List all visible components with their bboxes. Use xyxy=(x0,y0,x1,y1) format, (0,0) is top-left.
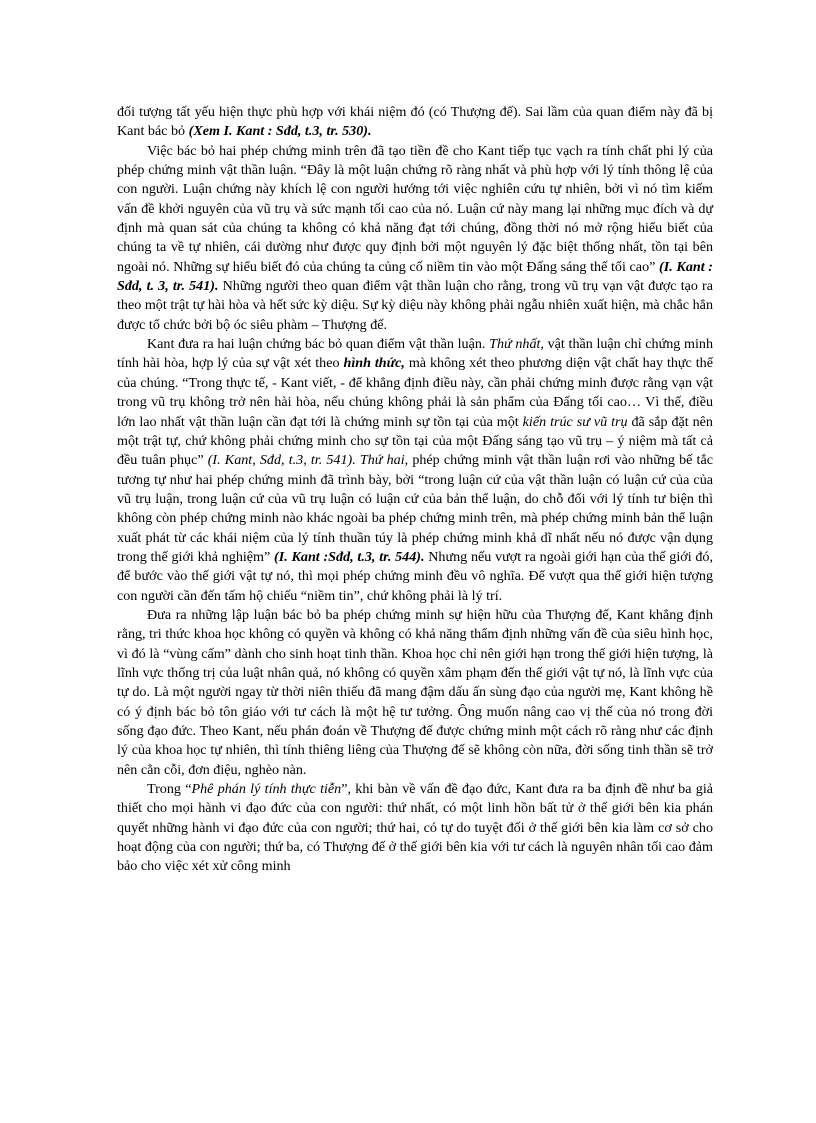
paragraph-3-text-a: Kant đưa ra hai luận chứng bác bỏ quan điểm vật thần luận. xyxy=(147,336,490,353)
paragraph-4-text: Đưa ra những lập luận bác bỏ ba phép chứng minh sự hiện hữu của Thượng đế, Kant khẳng định rằng, tri thức khoa học không có quyền và không có khả năng thẩm định những vấn đề của siêu hình học, vì đó là “vùng cấm” dành cho sinh hoạt tinh thần. Khoa học chỉ nên giới hạn trong thế giới hiện tượng, là lĩnh vực thống trị của luật nhân quả, nó không có quyền xâm phạm đến thế giới vật tự nó, là lĩnh vực của tự do. Là một người ngay từ thời niên thiếu đã mang đậm dấu ấn sùng đạo của người mẹ, Kant không hề có ý định bác bỏ tôn giáo với tư cách là một hệ tư tưởng. Ông muốn nâng cao vị thế của nó trong đời sống đạo đức. Theo Kant, nếu phán đoán về Thượng đế được chứng minh một cách rõ ràng như các định lý của khoa học tự nhiên, thì tính thiêng liêng của Thượng đế sẽ không còn nữa, đời sống tinh thần sẽ trở nên cằn cỗi, đơn điệu, nghèo nàn. xyxy=(117,606,713,778)
citation-3: (I. Kant, Sđd, t.3, tr. 541). xyxy=(207,452,356,469)
emphasis-kien-truc-su: kiến trúc sư vũ trụ xyxy=(522,413,628,430)
paragraph-1-text: đối tượng tất yếu hiện thực phù hợp với khái niệm đó (có Thượng đế). Sai lầm của quan điểm này đã bị Kant bác bỏ xyxy=(117,104,713,140)
paragraph-3-text-c: mà không xét theo phương diện vật chất hay thực thể của chúng. “Trong thực tế, - Kant viết, - để khẳng định điều này, cần phải chứng minh được rằng vạn vật trong vũ trụ không trở nên hài hòa, nếu chúng không phải là sản phẩm của Đấng tối cao… Vì thế, điều lớn lao nhất vật thần luận cần đạt tới là chứng minh sự tồn tại của một xyxy=(117,355,713,430)
paragraph-3 xyxy=(117,335,713,606)
paragraph-3-text-b: vật thần luận chỉ chứng minh tính hài hòa, hợp lý của sự vật xét theo xyxy=(117,336,713,372)
paragraph-2-text: Việc bác bỏ hai phép chứng minh trên đã tạo tiền đề cho Kant tiếp tục vạch ra tính chất phi lý của phép chứng minh vật thần luận. “Đây là một luận chứng rõ ràng nhất và phù hợp với lý tính thông lệ của con người. Luận chứng này khích lệ con người hướng tới việc nghiên cứu tự nhiên, bởi vì nó tìm kiếm vấn đề khởi nguyên của vũ trụ và sức mạnh tối cao của nó. Luận cứ này mang lại những mục đích và dự định mà quan sát của chúng ta không có khả năng đạt tới chúng, đồng thời nó mở rộng hiểu biết của chúng ta về tự nhiên, cái dường như được quy định bởi một nguyên lý đặc biệt thống nhất, tồn tại bên ngoài nó. Những sự hiểu biết đó của chúng ta củng cố niềm tin vào một Đấng sáng thế tối cao” xyxy=(117,142,713,275)
paragraph-4 xyxy=(117,606,713,780)
paragraph-5-text-a: Trong “ xyxy=(147,781,192,798)
citation-4: (I. Kant :Sđd, t.3, tr. 544). xyxy=(274,548,425,565)
emphasis-hinh-thuc: hình thức, xyxy=(343,355,405,372)
paragraph-2 xyxy=(117,142,713,335)
paragraph-3-text-d: đã sắp đặt nên một trật tự, chứ không phải chứng minh cho sự tồn tại của một Đấng sáng tạo vũ trụ – ý niệm mà tất cả đều tuân phục” xyxy=(117,413,713,469)
citation-2: (I. Kant : Sđd, t. 3, tr. 541). xyxy=(117,258,713,295)
emphasis-thu-hai: Thứ hai, xyxy=(359,452,409,469)
paragraph-1 xyxy=(117,103,713,142)
paragraph-5 xyxy=(117,780,713,877)
paragraph-3-text-f: phép chứng minh vật thần luận rơi vào những bế tắc tương tự như hai phép chứng minh đã trình bày, bởi “trong luận cứ của vật thần luận có luận cứ của của vũ trụ luận, trong luận cứ của vũ trụ luận có luận cứ của bản thể luận, do chỗ đối với lý tính tư biện thì không còn phép chứng minh nào khác ngoài ba phép chứng minh trên, mà phép chứng minh bản thể luận xuất phát từ các khái niệm của lý tính thuần túy là phép chứng minh khả dĩ nhất nếu nó được vận dụng trong thế giới khả nghiệm” xyxy=(117,452,713,565)
paragraph-5-text-b: ”, khi bàn về vấn đề đạo đức, Kant đưa ra ba định đề như ba giả thiết cho mọi hành vi đạo đức của con người: thứ nhất, có một linh hồn bất tử ở thế giới bên kia phán quyết những hành vi đạo đức của con người; thứ hai, có tự do tuyệt đối ở thế giới bên kia làm cơ sở cho hoạt động của con người; thứ ba, có Thượng đế ở thế giới bên kia với tư cách là nguyên nhân tối cao đảm bảo cho việc xét xử công minh xyxy=(117,781,713,875)
document-page xyxy=(117,103,713,877)
book-title: Phê phán lý tính thực tiễn xyxy=(191,781,342,798)
emphasis-thu-nhat: Thứ nhất, xyxy=(489,336,544,353)
paragraph-3-text-g: Nhưng nếu vượt ra ngoài giới hạn của thế giới đó, để bước vào thế giới vật tự nó, thì mọi phép chứng minh đều vô nghĩa. Để vượt qua thế giới hiện tượng con người cần đến tấm hộ chiếu “niềm tin”, chứ không phải là lý trí. xyxy=(117,548,714,604)
citation-1: (Xem I. Kant : Sđd, t.3, tr. 530). xyxy=(188,123,372,140)
paragraph-2-text-end: Những người theo quan điểm vật thần luận cho rằng, trong vũ trụ vạn vật được tạo ra theo một trật tự hài hòa và hết sức kỳ diệu. Sự kỳ diệu này không phải ngẫu nhiên xuất hiện, mà chắc hẳn được tổ chức bởi bộ óc siêu phàm – Thượng đế. xyxy=(117,278,713,333)
